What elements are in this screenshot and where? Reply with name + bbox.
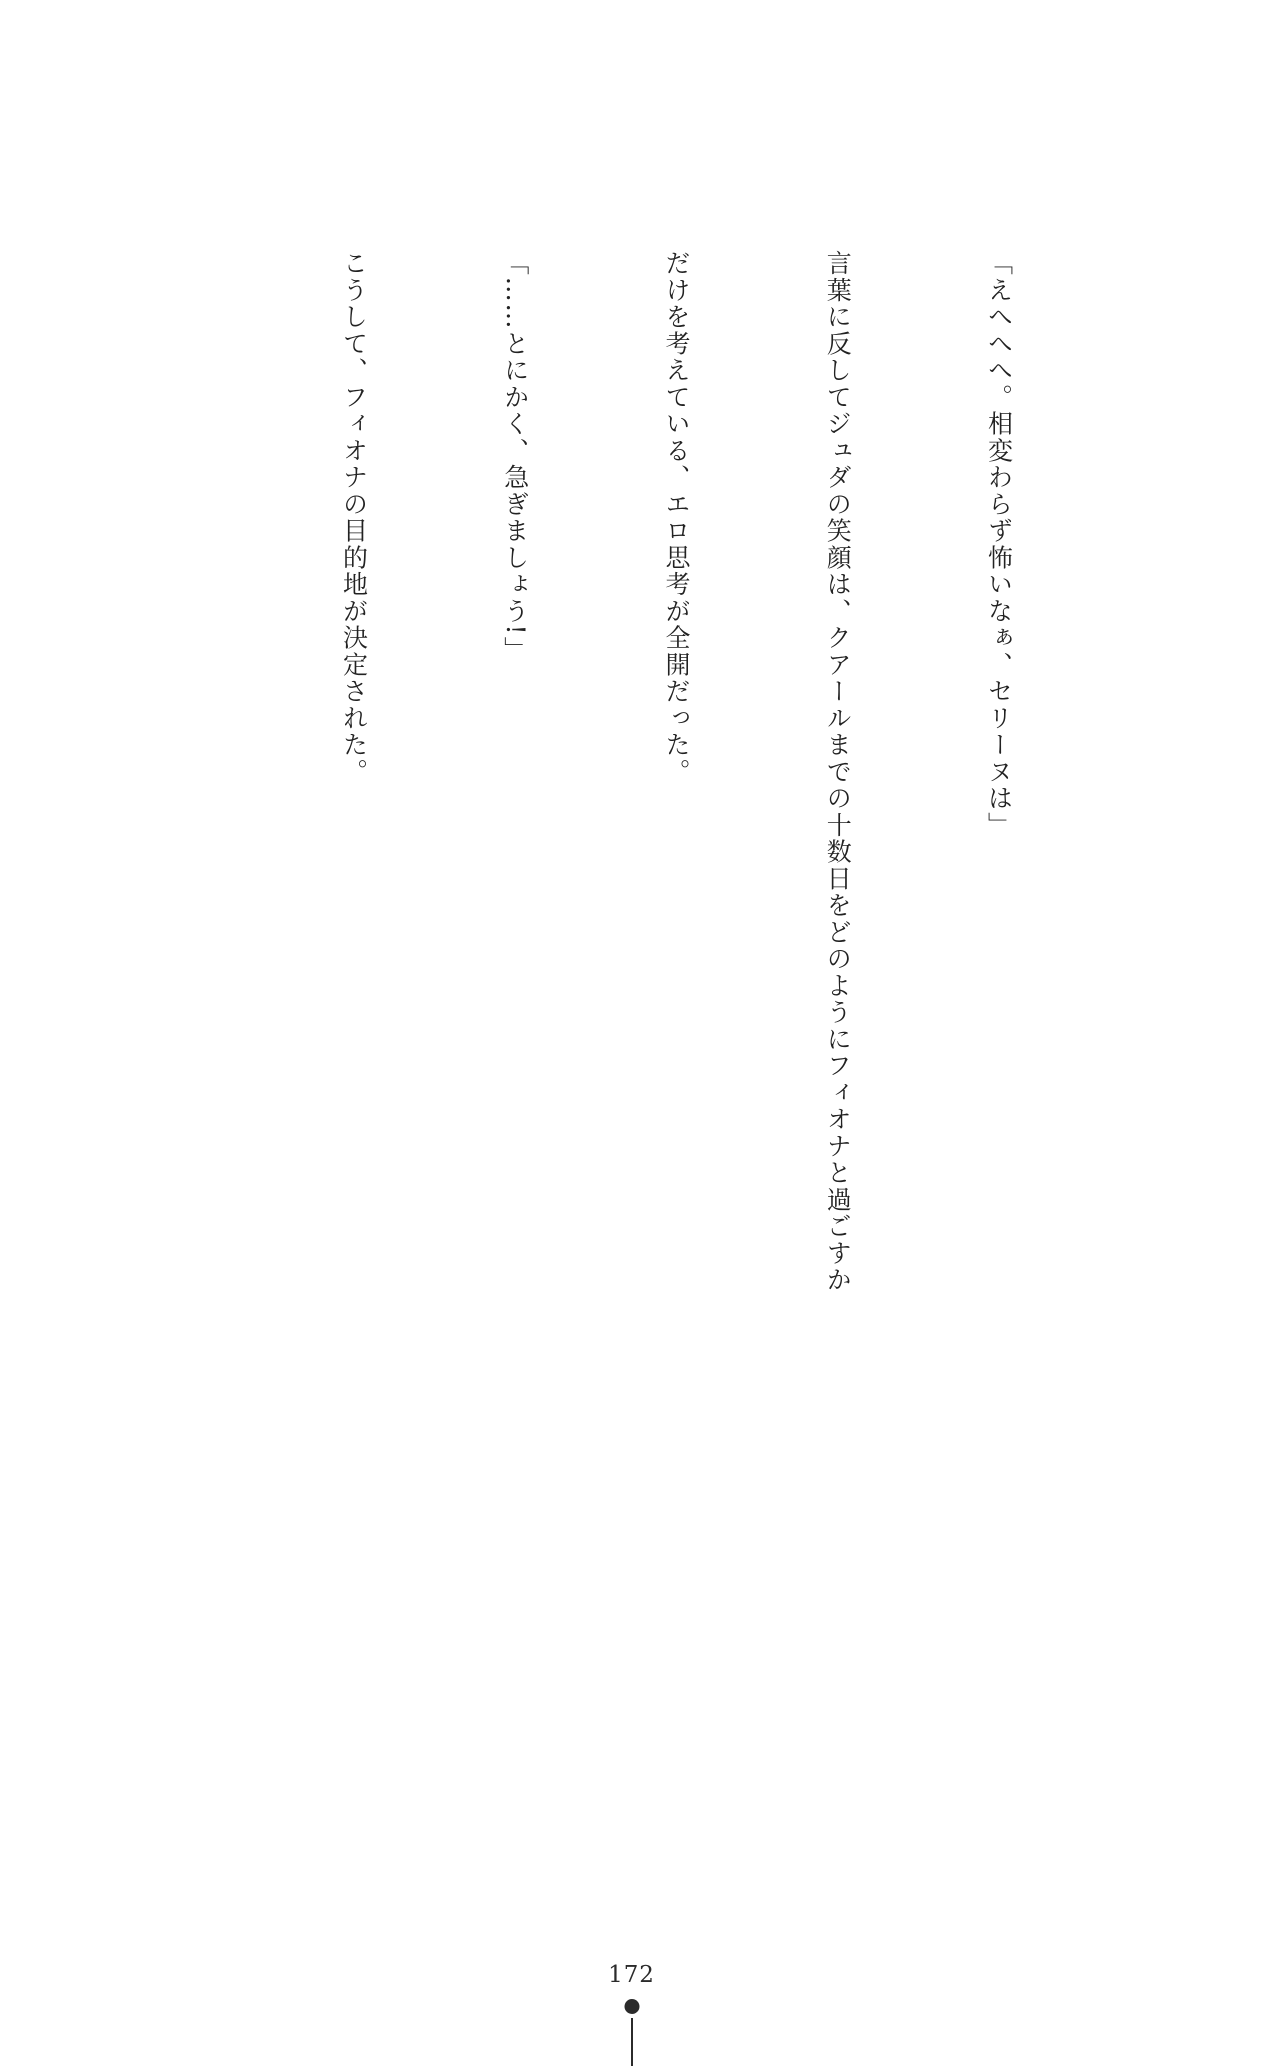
text-line: 言葉に反してジュダの笑顔は、クアールまでの十数日をどのようにフィオナと過ごすか (823, 250, 853, 1294)
page-footer (0, 1926, 1263, 2066)
page-number: 172 (608, 1962, 655, 1988)
footer-dot-icon (624, 1999, 639, 2014)
footer-rule (631, 2018, 633, 2066)
text-line: 「……とにかく、急ぎましょう!」 (500, 250, 530, 664)
text-line: だけを考えている、エロ思考が全開だった。 (662, 250, 691, 785)
vertical-text-block (219, 250, 1133, 1370)
text-line: 「えへへへ。相変わらず怖いなぁ、セリーヌは」 (984, 250, 1014, 839)
text-line: こうして、フィオナの目的地が決定された。 (339, 250, 369, 785)
